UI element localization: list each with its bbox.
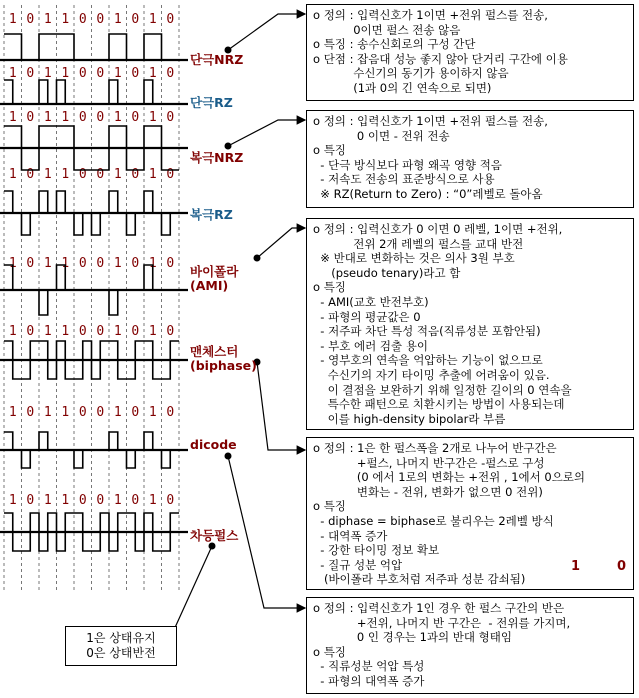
bit-label: 1 <box>113 66 122 81</box>
wave-manchester <box>4 341 179 379</box>
bit-label: 1 <box>43 405 52 420</box>
connector-arrow <box>228 14 305 50</box>
bit-label: 1 <box>8 12 17 27</box>
connector-arrow <box>257 228 305 258</box>
bit-label: 0 <box>26 324 35 339</box>
label-dicode: dicode <box>190 437 237 452</box>
connector-arrow <box>228 456 305 608</box>
bit-label: 1 <box>148 405 157 420</box>
bit-label: 0 <box>166 12 175 27</box>
bit-label: 1 <box>113 493 122 508</box>
bit-label: 1 <box>43 12 52 27</box>
bit-label: 0 <box>131 493 140 508</box>
bit-label: 0 <box>78 256 87 271</box>
bit-label: 0 <box>26 110 35 125</box>
bit-label: 0 <box>131 12 140 27</box>
label-unipolar-nrz: 단극NRZ <box>190 52 244 67</box>
bit-label: 1 <box>148 256 157 271</box>
bit-label: 0 <box>26 405 35 420</box>
box-ami: o 정의 : 입력신호가 0 이면 0 레벨, 1이면 +전위, 전위 2개 레벨의 펄스를 교대 반전 ※ 반대로 변화하는 것은 의사 3원 부호 (pseudo tenary)라고 함 o 특징 - AMI(교호 반전부호) - 파형의 평균값은 0 - 저주파 차단 특성 적음(직류성분 포함안됨) - 부호 에러 검출 용이 - 영부호의 연속을 억압하는 기능이 없으므로 수신기의 자기 타이밍 추출에 어려움이 있음. 이 결점을 보완하기 위해 일정한 길이의 0 연속을 특수한 패턴으로 치환시키는 방법이 사용되는데 이를 high-density bipolar라 부름 <box>306 218 634 430</box>
bit-label: 1 <box>113 324 122 339</box>
bit-label: 1 <box>61 110 70 125</box>
differential-note: 1은 상태유지 0은 상태반전 <box>65 626 177 666</box>
bit-label: 1 <box>61 405 70 420</box>
bit-label: 1 <box>61 12 70 27</box>
bit-label: 1 <box>113 110 122 125</box>
bit-label: 0 <box>26 256 35 271</box>
bit-label: 1 <box>148 66 157 81</box>
bit-label: 0 <box>96 167 105 182</box>
bit-label: 0 <box>26 167 35 182</box>
bit-label: 1 <box>61 324 70 339</box>
bit-label: 1 <box>8 493 17 508</box>
bit-label: 1 <box>8 110 17 125</box>
bit-label: 0 <box>166 324 175 339</box>
bit-label: 1 <box>61 66 70 81</box>
bit-label: 1 <box>8 324 17 339</box>
bit-label: 1 <box>113 405 122 420</box>
bit-label: 0 <box>26 493 35 508</box>
bit-label: 0 <box>96 324 105 339</box>
connector-arrow <box>228 120 305 146</box>
bit-label: 0 <box>131 405 140 420</box>
bit-label: 0 <box>166 256 175 271</box>
bit-label: 0 <box>96 405 105 420</box>
connector-dot <box>254 255 261 262</box>
label-differential: 차등펄스 <box>190 528 239 543</box>
bit-label: 0 <box>166 66 175 81</box>
bit-label: 0 <box>26 12 35 27</box>
bit-label: 0 <box>78 167 87 182</box>
label-bipolar-nrz: 복극NRZ <box>190 150 244 165</box>
bit-label: 0 <box>78 12 87 27</box>
bit-label: 1 <box>148 110 157 125</box>
bit-label: 1 <box>113 167 122 182</box>
bit-label: 1 <box>8 405 17 420</box>
connector-dot <box>225 143 232 150</box>
bit-label: 1 <box>61 167 70 182</box>
bit-label: 0 <box>78 324 87 339</box>
bit-label: 1 <box>148 167 157 182</box>
label-manchester: 맨체스터 (biphase) <box>190 344 257 373</box>
connector-arrows <box>168 14 305 643</box>
bit-label: 1 <box>43 256 52 271</box>
box-manchester: o 정의 : 1은 한 펄스폭을 2개로 나누어 반구간은 +펄스, 나머지 반구간은 -펄스로 구성 (0 에서 1로의 변화는 +전위 , 1에서 0으로의 변화는 - 전위, 변화가 없으면 0 전위) o 특징 - diphase = biphase로 불리우는 2레벨 방식 - 대역폭 증가 - 강한 타이밍 정보 확보 - 질규 성분 억압 (바이폴라 부호처럼 저주파 성분 감쇠됨) <box>306 437 634 590</box>
bit-label: 0 <box>166 110 175 125</box>
connector-arrow <box>257 362 305 450</box>
baselines <box>0 60 188 532</box>
bit-label: 1 <box>148 493 157 508</box>
bit-label: 1 <box>113 256 122 271</box>
bit-label: 1 <box>113 12 122 27</box>
bit-label: 0 <box>78 405 87 420</box>
bit-label: 0 <box>166 405 175 420</box>
bit-label: 1 <box>148 324 157 339</box>
label-ami: 바이폴라 (AMI) <box>190 264 239 293</box>
bit-label: 1 <box>148 12 157 27</box>
bit-label: 0 <box>131 324 140 339</box>
bit-label: 1 <box>43 66 52 81</box>
box-unipolar-nrz: o 정의 : 입력신호가 1이면 +전위 펄스를 전송, 0이면 펄스 전송 않음 o 특징 : 송수신회로의 구성 간단 o 단점 : 잡음대 성능 좋지 않아 단거리 구간에 이용 수신기의 동기가 용이하지 않음 (1과 0의 긴 연속으로 되면) <box>306 4 634 101</box>
bit-label: 0 <box>96 110 105 125</box>
bit-label: 0 <box>26 66 35 81</box>
label-bipolar-rz: 복극RZ <box>190 207 233 222</box>
bit-label: 1 <box>61 256 70 271</box>
inset-bit-1: 1 <box>571 559 581 574</box>
bit-label: 0 <box>96 12 105 27</box>
bit-label: 1 <box>43 167 52 182</box>
bit-label: 0 <box>96 66 105 81</box>
bit-label: 0 <box>166 493 175 508</box>
bit-label: 1 <box>43 493 52 508</box>
bit-label: 0 <box>78 110 87 125</box>
bit-label: 0 <box>78 66 87 81</box>
connector-dot <box>209 543 216 550</box>
inset-bit-0: 0 <box>617 559 627 574</box>
label-unipolar-rz: 단극RZ <box>190 95 233 110</box>
bit-label: 1 <box>8 167 17 182</box>
bit-label: 0 <box>131 256 140 271</box>
bit-label: 0 <box>131 167 140 182</box>
bit-label: 0 <box>131 66 140 81</box>
bit-label: 0 <box>78 493 87 508</box>
bit-label: 0 <box>96 256 105 271</box>
bit-label: 1 <box>8 256 17 271</box>
bit-label: 0 <box>166 167 175 182</box>
bit-label: 1 <box>43 324 52 339</box>
bit-label: 1 <box>43 110 52 125</box>
bit-label: 0 <box>96 493 105 508</box>
connector-dot <box>225 453 232 460</box>
box-bipolar-nrz: o 정의 : 입력신호가 1이면 +전위 펄스를 전송, 0 이면 - 전위 전송 o 특징 - 단극 방식보다 파형 왜곡 영향 적음 - 저속도 전송의 표준방식으로 사용 ※ RZ(Return to Zero) : “0”레벨로 돌아옴 <box>306 110 634 208</box>
bit-label: 1 <box>61 493 70 508</box>
bit-label: 1 <box>8 66 17 81</box>
bit-label: 0 <box>131 110 140 125</box>
box-differential: o 정의 : 입력신호가 1인 경우 한 펄스 구간의 반은 +전위, 나머지 반 구간은 - 전위를 가지며, 0 인 경우는 1과의 반대 형태임 o 특징 - 직류성분 억압 특성 - 파형의 대역폭 증가 <box>306 597 634 694</box>
